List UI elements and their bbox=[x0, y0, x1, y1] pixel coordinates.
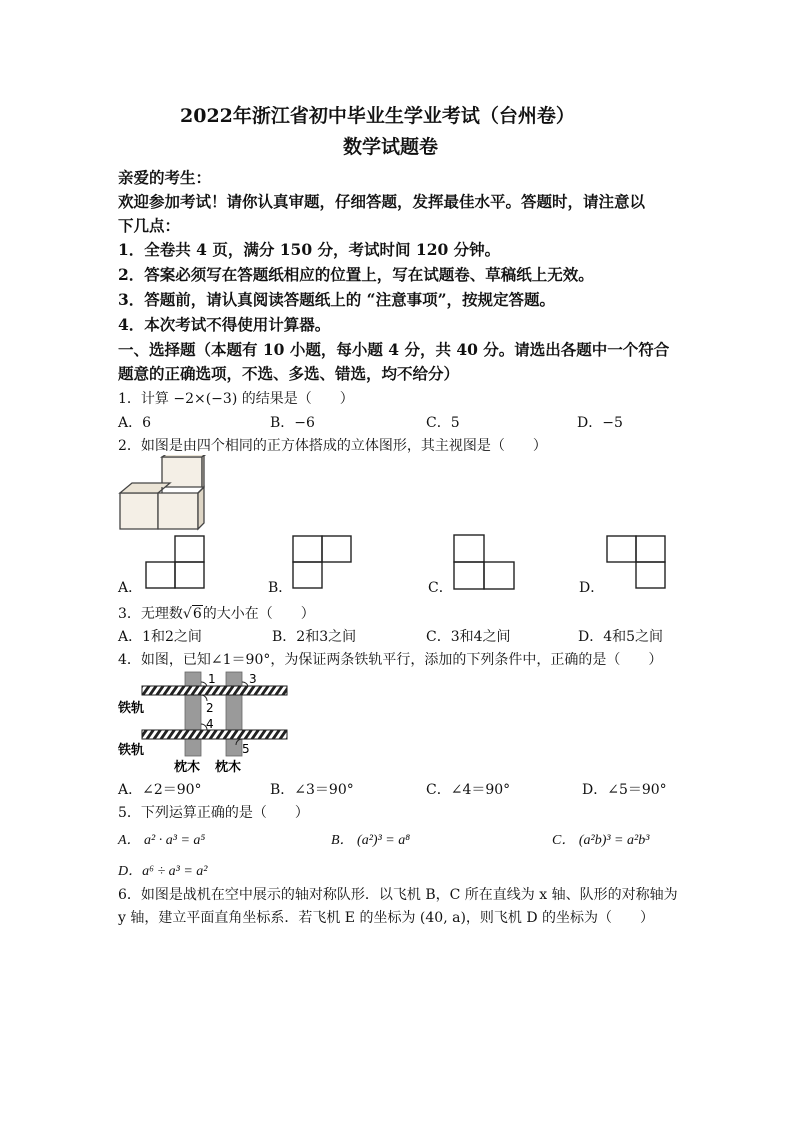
rail-label-bottom: 铁轨 bbox=[118, 743, 145, 758]
q1-option-a: A．6 bbox=[118, 415, 152, 431]
sleeper-left bbox=[185, 672, 201, 756]
q3-option-c: C．3和4之间 bbox=[426, 629, 511, 645]
q4-option-c: C．∠4＝90° bbox=[426, 782, 511, 798]
q5-option-b: B． (a²)³ = a⁸ bbox=[331, 833, 411, 848]
q2-option-d: D． bbox=[579, 580, 605, 596]
angle-label-5: 5 bbox=[242, 742, 250, 756]
note-1: 1．全卷共 4 页，满分 150 分，考试时间 120 分钟。 bbox=[118, 240, 501, 259]
rail-bottom bbox=[142, 730, 287, 739]
welcome-line-1: 欢迎参加考试！请你认真审题，仔细答题，发挥最佳水平。答题时，请注意以 bbox=[118, 192, 646, 211]
q3-radicand: 6 bbox=[192, 606, 202, 622]
q2-option-c-figure bbox=[453, 534, 517, 592]
q3-stem bbox=[118, 603, 315, 623]
q1-stem: 1．计算 −2×(−3) 的结果是（ ） bbox=[118, 391, 354, 407]
rail-label-top: 铁轨 bbox=[118, 701, 145, 716]
sleeper-label-left: 枕木 bbox=[174, 760, 201, 775]
q2-stem: 2．如图是由四个相同的正方体搭成的立体图形，其主视图是（ ） bbox=[118, 438, 547, 454]
q2-option-a-figure bbox=[145, 535, 207, 591]
angle-label-2: 2 bbox=[206, 701, 214, 715]
q4-option-a: A．∠2＝90° bbox=[118, 782, 202, 798]
q1-option-c: C．5 bbox=[426, 415, 460, 431]
note-2: 2．答案必须写在答题纸相应的位置上，写在试题卷、草稿纸上无效。 bbox=[118, 265, 594, 284]
page-subtitle: 数学试题卷 bbox=[343, 136, 439, 158]
greeting: 亲爱的考生： bbox=[118, 168, 212, 187]
angle-label-4: 4 bbox=[206, 717, 214, 731]
section-heading-line-1: 一、选择题（本题有 10 小题，每小题 4 分，共 40 分。请选出各题中一个符合 bbox=[118, 340, 670, 359]
q5-option-c: C． (a²b)³ = a²b³ bbox=[552, 833, 650, 848]
q1-option-b: B．−6 bbox=[270, 415, 315, 431]
angle-label-3: 3 bbox=[249, 672, 257, 686]
note-3: 3．答题前，请认真阅读答题纸上的 “注意事项”，按规定答题。 bbox=[118, 290, 556, 309]
angle-label-1: 1 bbox=[208, 672, 216, 686]
q5-option-a: A． a² · a³ = a⁵ bbox=[118, 833, 206, 848]
q4-stem: 4．如图，已知∠1＝90°，为保证两条铁轨平行，添加的下列条件中，正确的是（ ） bbox=[118, 652, 663, 668]
sleeper-label-right: 枕木 bbox=[215, 760, 242, 775]
note-4: 4．本次考试不得使用计算器。 bbox=[118, 315, 331, 334]
welcome-line-2: 下几点： bbox=[118, 216, 181, 235]
q3-stem-post: 的大小在（ ） bbox=[202, 606, 315, 622]
q5-stem: 5．下列运算正确的是（ ） bbox=[118, 805, 309, 821]
q3-option-a: A．1和2之间 bbox=[118, 629, 202, 645]
q4-option-d: D．∠5＝90° bbox=[582, 782, 667, 798]
q2-option-b: B． bbox=[268, 580, 293, 596]
q4-rail-figure bbox=[118, 668, 298, 776]
q6-line-1: 6．如图是战机在空中展示的轴对称队形．以飞机 B，C 所在直线为 x 轴、队形的对称轴为 bbox=[118, 887, 678, 903]
q6-line-2: y 轴，建立平面直角坐标系．若飞机 E 的坐标为 (40, a)，则飞机 D 的坐标为（ ） bbox=[118, 910, 655, 926]
q2-option-a: A． bbox=[118, 580, 143, 596]
q2-option-c: C． bbox=[428, 580, 453, 596]
q1-option-d: D．−5 bbox=[577, 415, 623, 431]
sleeper-right bbox=[226, 672, 242, 756]
q3-option-b: B．2和3之间 bbox=[272, 629, 357, 645]
q2-option-b-figure bbox=[292, 535, 354, 591]
q5-option-d: D．a⁶ ÷ a³ = a² bbox=[118, 864, 208, 879]
page-title: 2022年浙江省初中毕业生学业考试（台州卷） bbox=[180, 105, 575, 127]
section-heading-line-2: 题意的正确选项，不选、多选、错选，均不给分） bbox=[118, 364, 460, 383]
rail-top bbox=[142, 686, 287, 695]
q2-option-d-figure bbox=[606, 535, 668, 591]
q2-cubes-figure bbox=[118, 455, 206, 533]
q3-stem-pre: 3．无理数 bbox=[118, 606, 183, 622]
q3-option-d: D．4和5之间 bbox=[578, 629, 664, 645]
sqrt-sign-icon: √ bbox=[182, 606, 192, 622]
q4-option-b: B．∠3＝90° bbox=[270, 782, 354, 798]
